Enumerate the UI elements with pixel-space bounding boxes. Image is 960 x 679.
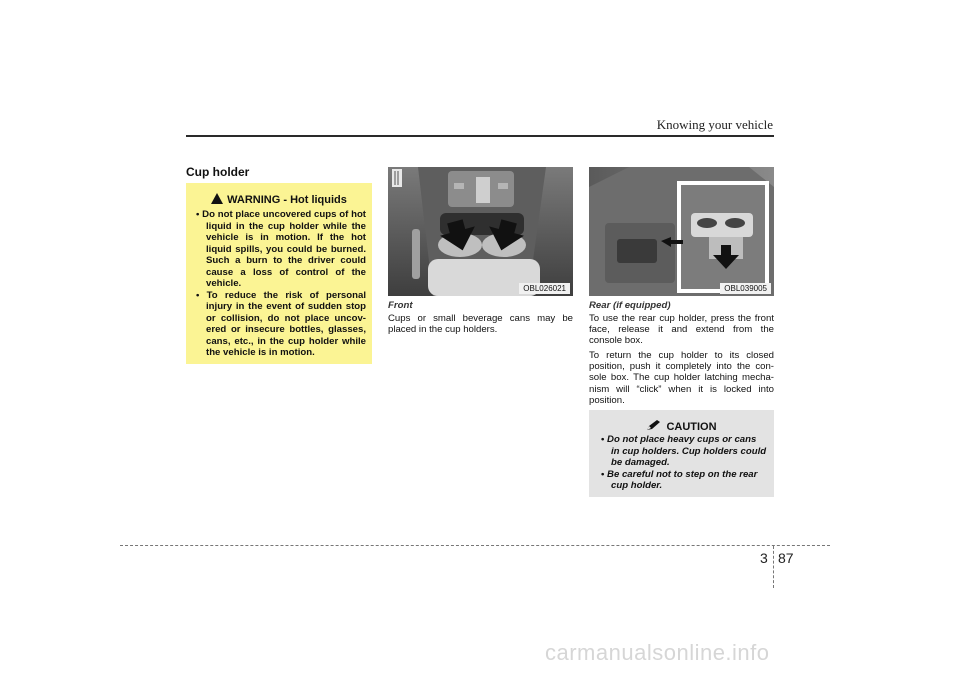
front-cup-holder-photo: [388, 167, 573, 296]
warning-label: WARNING: [227, 194, 281, 206]
rear-console-illustration: [589, 167, 774, 296]
front-text: Cups or small beverage cans may be placed in the cup holders.: [388, 313, 573, 336]
front-console-illustration: [388, 167, 573, 296]
front-caption: Front: [388, 300, 413, 311]
rear-paragraph: To use the rear cup holder, press the front face, release it and extend from the console box.: [589, 313, 774, 347]
pencil-icon: [646, 419, 662, 431]
warning-triangle-icon: [211, 193, 223, 204]
rear-image-code: OBL039005: [720, 283, 771, 294]
warning-item: • Do not place uncovered cups of hot liquid in the cup holder while the vehicle is in motion. If the hot liquid spills, you could be burned. Such a burn to the driver could cause a loss of control of the vehicle.: [196, 209, 366, 290]
warning-subject: Hot liquids: [290, 194, 347, 206]
rear-paragraph: To return the cup holder to its closed position, push it completely into the con-sole box. The cup holder latching mecha-nism will “click” when it is locked into position.: [589, 350, 774, 406]
rear-cup-holder-photo: [589, 167, 774, 296]
front-image-code: OBL026021: [519, 283, 570, 294]
running-header: Knowing your vehicle: [656, 117, 773, 132]
footer-divider: [773, 546, 774, 588]
caution-box: [589, 410, 774, 497]
chapter-number: 3: [760, 550, 768, 566]
section-title: Cup holder: [186, 165, 250, 179]
caution-list: [601, 434, 767, 492]
caution-label: CAUTION: [666, 421, 717, 433]
caution-item: • Do not place heavy cups or cans in cup holders. Cup holders could be damaged.: [601, 434, 767, 469]
warning-list: [196, 209, 366, 359]
page-number: 87: [778, 550, 794, 566]
watermark: carmanualsonline.info: [545, 640, 770, 665]
warning-item: • To reduce the risk of personal injury in the event of sudden stop or collision, do not place uncov-ered or insecure bottles, glasses, cans, etc., in the cup holder while the vehicle is in motion.: [196, 290, 366, 359]
warning-heading: WARNING - Hot liquids: [186, 193, 372, 206]
rear-caption: Rear (if equipped): [589, 300, 671, 311]
footer-rule: [120, 545, 830, 546]
caution-heading: [589, 419, 774, 433]
warning-box: [186, 183, 372, 364]
header-rule: [186, 135, 774, 137]
caution-item: • Be careful not to step on the rear cup holder.: [601, 469, 767, 492]
